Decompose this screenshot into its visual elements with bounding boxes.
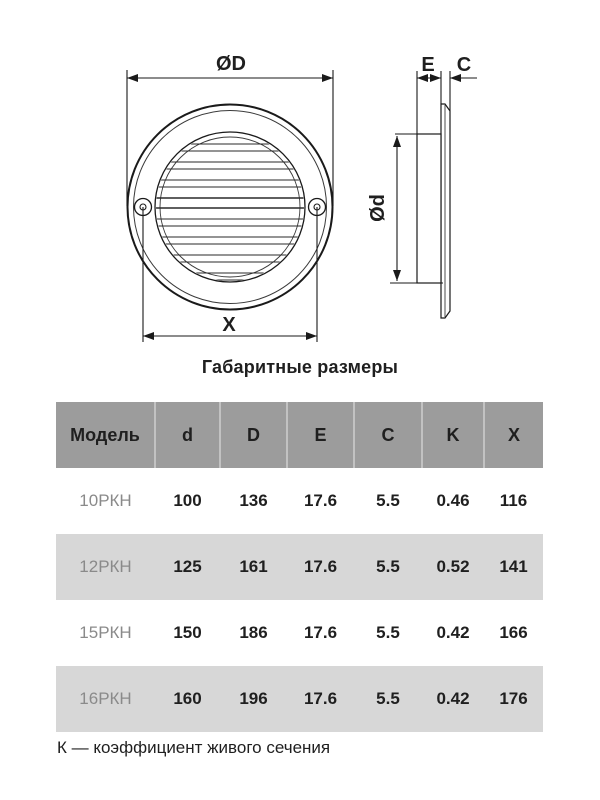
value-cell: 136 (239, 491, 268, 510)
column-header-C: C (354, 402, 422, 468)
value-cell: 166 (499, 623, 528, 642)
inner-rim-circle (134, 111, 327, 304)
value-cell: 17.6 (303, 491, 338, 510)
model-cell: 15РКН (79, 623, 132, 642)
column-header-X: X (484, 402, 543, 468)
value-cell: 17.6 (287, 534, 354, 600)
grille-slats (152, 144, 308, 280)
value-cell: 186 (239, 623, 268, 642)
column-header-K: K (422, 402, 484, 468)
column-header-d: d (155, 402, 220, 468)
value-cell: 161 (220, 534, 287, 600)
column-header-model: Модель (56, 402, 155, 468)
value-cell: 176 (484, 666, 543, 732)
outer-rim-circle (128, 105, 333, 310)
section-title: Габаритные размеры (201, 357, 399, 377)
label-depth: E (421, 54, 435, 76)
flange-profile (441, 104, 450, 318)
table-row (56, 534, 543, 600)
value-cell: 0.46 (436, 491, 470, 510)
value-cell: 0.42 (422, 666, 484, 732)
value-cell: 116 (499, 491, 528, 510)
label-flange-thickness: C (456, 54, 472, 76)
label-duct-diameter: Ød (367, 194, 389, 222)
column-header-D: D (220, 402, 287, 468)
label-hole-spacing: X (222, 314, 236, 336)
side-view (390, 71, 477, 318)
table-header-row (56, 402, 543, 468)
label-outer-diameter: ØD (216, 53, 246, 75)
value-cell: 0.52 (422, 534, 484, 600)
table-row (56, 666, 543, 732)
value-cell: 5.5 (354, 534, 422, 600)
value-cell: 160 (155, 666, 220, 732)
table-row (56, 468, 543, 534)
spigot-profile (417, 134, 441, 283)
model-cell: 12РКН (56, 534, 155, 600)
value-cell: 100 (173, 491, 202, 510)
model-cell: 10РКН (79, 491, 132, 510)
value-cell: 196 (220, 666, 287, 732)
model-cell: 16РКН (56, 666, 155, 732)
value-cell: 125 (155, 534, 220, 600)
value-cell: 5.5 (376, 623, 400, 642)
grille-circle (155, 132, 305, 282)
dimensions-table (56, 402, 543, 732)
value-cell: 17.6 (287, 666, 354, 732)
front-view (127, 70, 333, 342)
value-cell: 150 (173, 623, 202, 642)
value-cell: 17.6 (303, 623, 338, 642)
value-cell: 5.5 (376, 491, 400, 510)
value-cell: 0.42 (436, 623, 470, 642)
dimension-flange-thickness (450, 71, 477, 111)
dimension-depth (417, 71, 441, 134)
table-row (56, 600, 543, 666)
grille-face-circle (160, 137, 300, 277)
footnote: К — коэффициент живого сечения (57, 738, 331, 757)
column-header-E: E (287, 402, 354, 468)
value-cell: 141 (484, 534, 543, 600)
value-cell: 5.5 (354, 666, 422, 732)
